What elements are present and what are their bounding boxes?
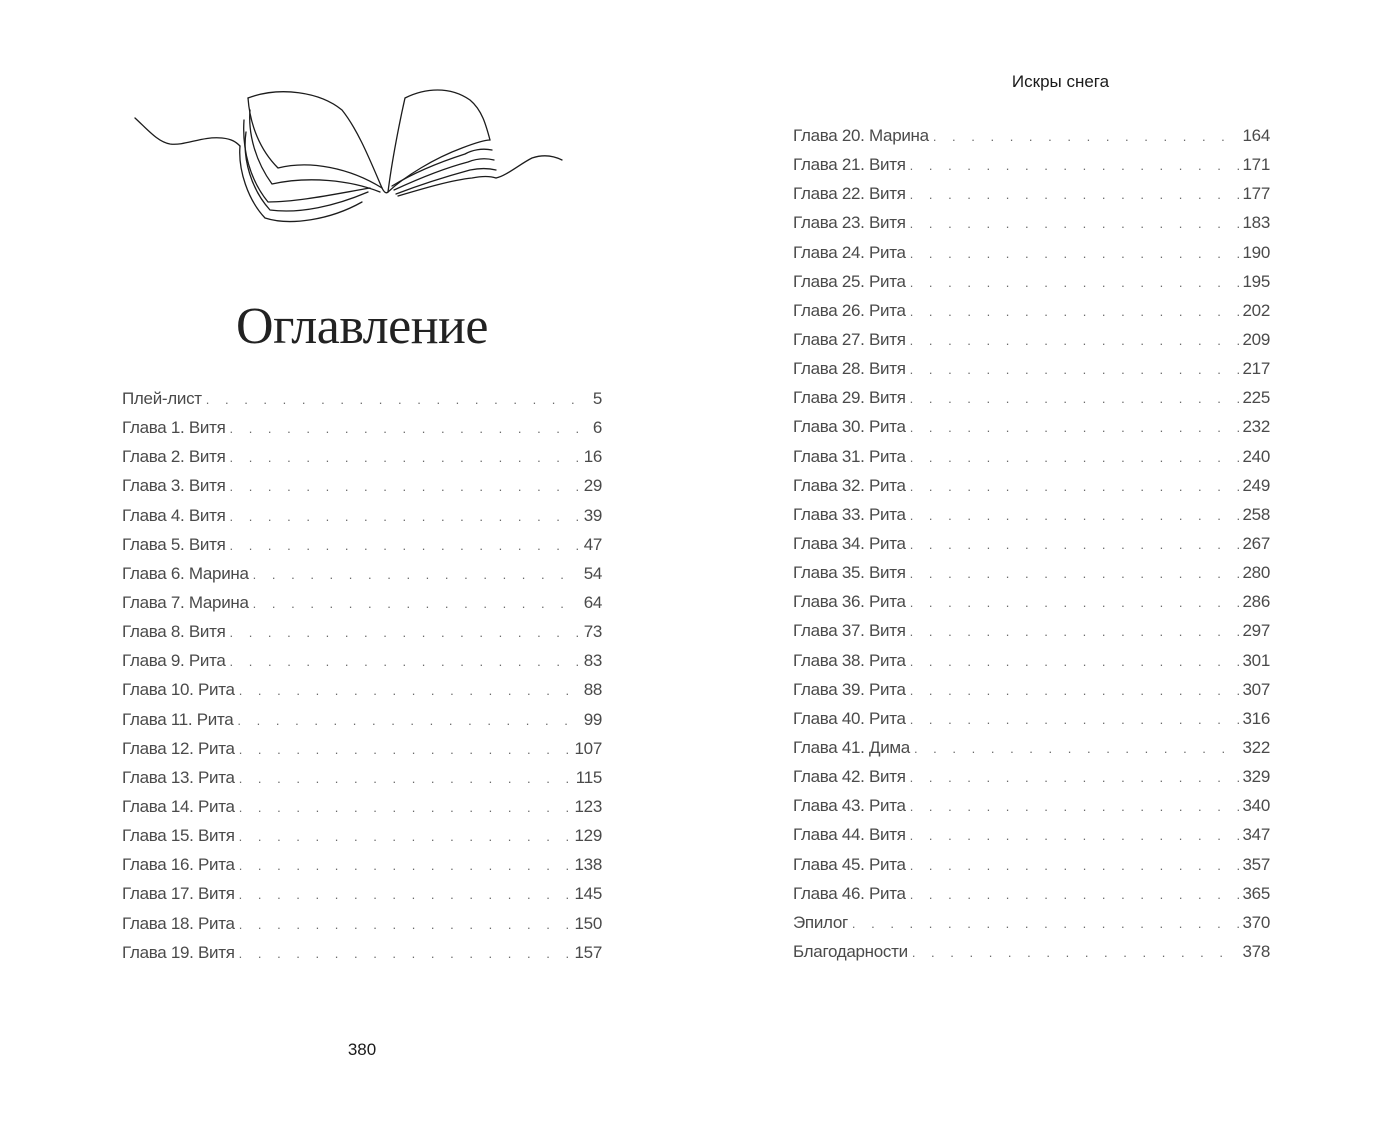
toc-entry xyxy=(793,354,1270,383)
toc-entry-label: Глава 27. Витя xyxy=(793,329,906,349)
dot-leader xyxy=(910,647,1239,676)
toc-entry-label: Глава 22. Витя xyxy=(793,184,906,204)
dot-leader xyxy=(910,384,1239,413)
toc-entry-page: 280 xyxy=(1242,563,1270,583)
toc-entry-label: Глава 41. Дима xyxy=(793,737,910,757)
toc-entry xyxy=(122,763,602,792)
toc-entry xyxy=(122,792,602,821)
toc-entry xyxy=(122,821,602,850)
toc-entry-label: Глава 4. Витя xyxy=(122,505,226,525)
toc-entry xyxy=(793,646,1270,675)
toc-entry-page: 129 xyxy=(574,826,602,846)
toc-entry xyxy=(122,879,602,908)
toc-entry-page: 164 xyxy=(1242,126,1270,145)
toc-entry-page: 16 xyxy=(583,447,602,467)
dot-leader xyxy=(239,676,580,705)
toc-entry-label: Глава 9. Рита xyxy=(122,651,226,671)
toc-entry-page: 73 xyxy=(583,622,602,642)
toc-entry xyxy=(793,908,1270,937)
toc-entry xyxy=(793,471,1270,500)
toc-entry-label: Глава 18. Рита xyxy=(122,913,235,933)
toc-entry xyxy=(793,850,1270,879)
toc-entry-page: 171 xyxy=(1242,155,1270,175)
toc-entry xyxy=(122,559,602,588)
toc-entry xyxy=(793,179,1270,208)
dot-leader xyxy=(910,676,1239,705)
toc-entry xyxy=(793,238,1270,267)
toc-entry-label: Глава 17. Витя xyxy=(122,884,235,904)
toc-entry-page: 370 xyxy=(1242,912,1270,932)
toc-entry xyxy=(793,121,1270,150)
page-number: 380 xyxy=(347,1040,377,1059)
toc-entry-page: 190 xyxy=(1242,242,1270,262)
toc-entry-page: 150 xyxy=(574,913,602,933)
dot-leader xyxy=(239,793,571,822)
toc-entry-label: Глава 12. Рита xyxy=(122,738,235,758)
toc-entry-page: 365 xyxy=(1242,883,1270,903)
dot-leader xyxy=(229,414,588,443)
toc-entry-page: 183 xyxy=(1242,213,1270,233)
toc-entry-page: 232 xyxy=(1242,417,1270,437)
toc-entry-page: 47 xyxy=(583,534,602,554)
toc-entry-label: Глава 19. Витя xyxy=(122,942,235,962)
toc-entry xyxy=(793,704,1270,733)
toc-entry-label: Глава 13. Рита xyxy=(122,767,235,787)
toc-entry-label: Глава 11. Рита xyxy=(122,709,234,729)
dot-leader xyxy=(910,268,1239,297)
toc-entry xyxy=(793,383,1270,412)
dot-leader xyxy=(230,647,580,676)
toc-entry-label: Глава 1. Витя xyxy=(122,418,226,438)
toc-entry xyxy=(793,820,1270,849)
toc-list-right xyxy=(793,121,1270,966)
toc-entry xyxy=(793,587,1270,616)
toc-entry-page: 6 xyxy=(592,418,602,438)
toc-entry-label: Глава 44. Витя xyxy=(793,825,906,845)
toc-entry-label: Глава 32. Рита xyxy=(793,475,906,495)
toc-entry xyxy=(122,734,602,763)
toc-entry xyxy=(793,296,1270,325)
toc-entry xyxy=(793,791,1270,820)
toc-entry-label: Глава 3. Витя xyxy=(122,476,226,496)
toc-entry-page: 99 xyxy=(583,709,602,729)
toc-entry-label: Глава 8. Витя xyxy=(122,622,226,642)
toc-entry xyxy=(122,675,602,704)
toc-entry-page: 316 xyxy=(1242,708,1270,728)
running-head xyxy=(697,72,1394,92)
dot-leader xyxy=(910,617,1239,646)
dot-leader xyxy=(237,706,579,735)
toc-entry-label: Глава 33. Рита xyxy=(793,504,906,524)
toc-entry xyxy=(122,588,602,617)
toc-entry-label: Глава 36. Рита xyxy=(793,592,906,612)
toc-entry xyxy=(793,558,1270,587)
dot-leader xyxy=(229,472,579,501)
toc-entry-page: 54 xyxy=(583,563,602,583)
toc-entry-page: 29 xyxy=(583,476,602,496)
toc-entry-label: Глава 23. Витя xyxy=(793,213,906,233)
toc-entry xyxy=(122,442,602,471)
dot-leader xyxy=(239,764,572,793)
toc-entry xyxy=(122,646,602,675)
toc-entry xyxy=(122,850,602,879)
dot-leader xyxy=(229,443,579,472)
toc-entry-page: 39 xyxy=(583,505,602,525)
dot-leader xyxy=(239,822,571,851)
dot-leader xyxy=(910,326,1239,355)
toc-entry xyxy=(793,267,1270,296)
toc-entry-page: 177 xyxy=(1242,184,1270,204)
toc-entry-page: 329 xyxy=(1242,767,1270,787)
dot-leader xyxy=(910,355,1239,384)
toc-entry-label: Глава 38. Рита xyxy=(793,650,906,670)
toc-entry-page: 138 xyxy=(574,855,602,875)
toc-entry xyxy=(793,208,1270,237)
toc-entry-page: 347 xyxy=(1242,825,1270,845)
dot-leader xyxy=(239,910,571,939)
dot-leader xyxy=(910,180,1239,209)
toc-entry-label: Глава 40. Рита xyxy=(793,708,906,728)
toc-entry-page: 297 xyxy=(1242,621,1270,641)
dot-leader xyxy=(910,588,1239,617)
toc-entry-label: Глава 43. Рита xyxy=(793,796,906,816)
toc-entry xyxy=(122,471,602,500)
toc-list-left xyxy=(122,384,602,967)
dot-leader xyxy=(910,239,1239,268)
toc-heading: Оглавление xyxy=(236,298,488,355)
toc-entry xyxy=(793,762,1270,791)
toc-entry xyxy=(793,442,1270,471)
toc-entry-label: Глава 20. Марина xyxy=(793,126,929,145)
toc-entry-label: Глава 14. Рита xyxy=(122,796,235,816)
toc-entry xyxy=(793,879,1270,908)
dot-leader xyxy=(239,851,571,880)
dot-leader xyxy=(206,385,589,414)
toc-entry xyxy=(122,384,602,413)
toc-entry xyxy=(793,325,1270,354)
dot-leader xyxy=(910,763,1239,792)
right-page xyxy=(697,0,1394,1125)
dot-leader xyxy=(910,559,1239,588)
toc-entry-label: Плей-лист xyxy=(122,389,202,408)
toc-entry-label: Глава 25. Рита xyxy=(793,271,906,291)
toc-entry-label: Глава 5. Витя xyxy=(122,534,226,554)
running-head-title: Искры снега xyxy=(1011,72,1110,91)
toc-entry-page: 145 xyxy=(574,884,602,904)
toc-entry-page: 64 xyxy=(583,592,602,612)
dot-leader xyxy=(910,413,1239,442)
toc-entry-page: 307 xyxy=(1242,679,1270,699)
toc-entry-page: 378 xyxy=(1242,941,1270,961)
toc-entry xyxy=(122,705,602,734)
toc-entry xyxy=(122,501,602,530)
toc-entry-label: Глава 7. Марина xyxy=(122,592,249,612)
dot-leader xyxy=(910,209,1239,238)
toc-entry-page: 301 xyxy=(1242,650,1270,670)
toc-entry-page: 88 xyxy=(583,680,602,700)
toc-entry xyxy=(793,616,1270,645)
toc-entry-label: Глава 42. Витя xyxy=(793,767,906,787)
toc-entry-label: Глава 29. Витя xyxy=(793,388,906,408)
dot-leader xyxy=(253,589,580,618)
toc-entry-page: 107 xyxy=(574,738,602,758)
toc-entry xyxy=(122,909,602,938)
dot-leader xyxy=(910,501,1239,530)
toc-entry xyxy=(122,938,602,967)
toc-entry-label: Глава 35. Витя xyxy=(793,563,906,583)
toc-entry-page: 209 xyxy=(1242,329,1270,349)
dot-leader xyxy=(229,502,579,531)
toc-entry-page: 240 xyxy=(1242,446,1270,466)
toc-entry xyxy=(122,413,602,442)
toc-entry-label: Эпилог xyxy=(793,912,848,932)
toc-entry-label: Глава 34. Рита xyxy=(793,533,906,553)
toc-entry-label: Глава 26. Рита xyxy=(793,300,906,320)
toc-entry-label: Глава 15. Витя xyxy=(122,826,235,846)
toc-entry-page: 83 xyxy=(583,651,602,671)
toc-entry-page: 267 xyxy=(1242,533,1270,553)
toc-entry-page: 115 xyxy=(575,767,602,787)
dot-leader xyxy=(910,472,1239,501)
toc-entry xyxy=(793,500,1270,529)
dot-leader xyxy=(852,909,1239,938)
toc-entry-page: 225 xyxy=(1242,388,1270,408)
toc-entry-label: Глава 10. Рита xyxy=(122,680,235,700)
dot-leader xyxy=(910,443,1239,472)
dot-leader xyxy=(910,821,1239,850)
dot-leader xyxy=(910,851,1239,880)
toc-entry xyxy=(122,617,602,646)
toc-entry xyxy=(793,150,1270,179)
toc-entry-page: 217 xyxy=(1242,359,1270,379)
toc-entry-label: Глава 6. Марина xyxy=(122,563,249,583)
toc-entry xyxy=(122,530,602,559)
dot-leader xyxy=(239,735,571,764)
dot-leader xyxy=(910,297,1239,326)
toc-entry xyxy=(793,733,1270,762)
toc-entry xyxy=(793,529,1270,558)
toc-entry xyxy=(793,937,1270,966)
toc-entry-page: 157 xyxy=(574,942,602,962)
dot-leader xyxy=(910,792,1239,821)
dot-leader xyxy=(914,734,1239,763)
dot-leader xyxy=(910,880,1239,909)
toc-entry-label: Глава 39. Рита xyxy=(793,679,906,699)
dot-leader xyxy=(239,880,571,909)
toc-entry-page: 357 xyxy=(1242,854,1270,874)
dot-leader xyxy=(910,530,1239,559)
toc-entry-page: 202 xyxy=(1242,300,1270,320)
dot-leader xyxy=(239,939,571,968)
toc-entry-page: 322 xyxy=(1242,737,1270,757)
toc-entry-label: Глава 37. Витя xyxy=(793,621,906,641)
toc-entry-label: Глава 45. Рита xyxy=(793,854,906,874)
dot-leader xyxy=(229,618,579,647)
dot-leader xyxy=(229,531,579,560)
dot-leader xyxy=(910,151,1239,180)
toc-entry xyxy=(793,412,1270,441)
toc-entry-label: Глава 31. Рита xyxy=(793,446,906,466)
dot-leader xyxy=(912,938,1239,967)
toc-entry-page: 5 xyxy=(592,389,602,408)
toc-entry-label: Глава 24. Рита xyxy=(793,242,906,262)
toc-entry-page: 123 xyxy=(574,796,602,816)
toc-entry-label: Глава 16. Рита xyxy=(122,855,235,875)
toc-entry-label: Глава 21. Витя xyxy=(793,155,906,175)
toc-entry-label: Глава 30. Рита xyxy=(793,417,906,437)
dot-leader xyxy=(910,705,1239,734)
dot-leader xyxy=(933,122,1239,151)
toc-entry-label: Глава 46. Рита xyxy=(793,883,906,903)
open-book-icon xyxy=(130,80,570,240)
toc-entry-label: Глава 2. Витя xyxy=(122,447,226,467)
toc-entry-page: 340 xyxy=(1242,796,1270,816)
toc-entry-page: 286 xyxy=(1242,592,1270,612)
toc-entry-page: 195 xyxy=(1242,271,1270,291)
toc-entry-page: 258 xyxy=(1242,504,1270,524)
toc-entry-label: Глава 28. Витя xyxy=(793,359,906,379)
toc-entry-page: 249 xyxy=(1242,475,1270,495)
toc-entry xyxy=(793,675,1270,704)
dot-leader xyxy=(253,560,580,589)
toc-entry-label: Благодарности xyxy=(793,941,908,961)
